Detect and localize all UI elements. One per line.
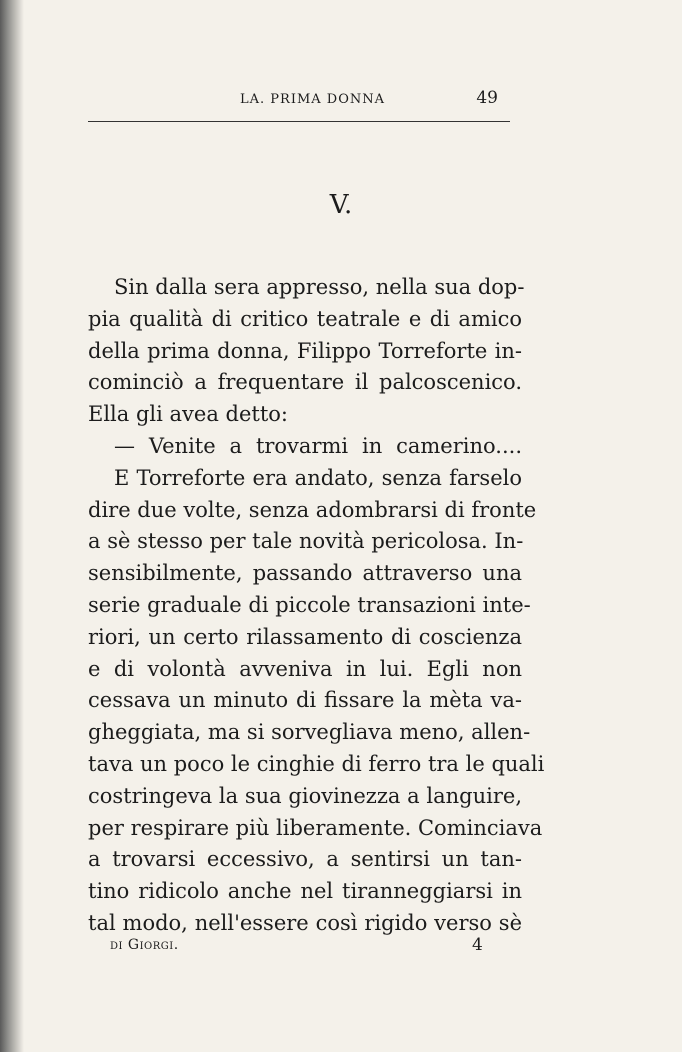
text-line: dire due volte, senza adombrarsi di fronte xyxy=(88,497,537,522)
text-line: costringeva la sua giovinezza a languire, xyxy=(88,783,522,808)
text-line: cominciò a frequentare il palcoscenico. xyxy=(88,370,522,395)
printer-signature: di Giorgi. xyxy=(110,937,179,953)
body-text xyxy=(88,272,545,940)
text-line: a trovarsi eccessivo, a sentirsi un tan- xyxy=(88,847,522,872)
text-line: della prima donna, Filippo Torreforte in- xyxy=(88,338,522,363)
text-line: gheggiata, ma si sorvegliava meno, allen- xyxy=(88,720,531,745)
signature-number: 4 xyxy=(472,935,483,955)
text-line: E Torreforte era andato, senza farselo xyxy=(114,465,522,490)
text-line: cessava un minuto di fissare la mèta va- xyxy=(88,688,522,713)
running-title: LA. PRIMA DONNA xyxy=(240,92,386,107)
text-line: serie graduale di piccole transazioni inte- xyxy=(88,592,531,617)
text-line: Ella gli avea detto: xyxy=(88,402,288,427)
text-line: tino ridicolo anche nel tiranneggiarsi in xyxy=(88,879,522,904)
page-number: 49 xyxy=(476,88,498,108)
header-rule xyxy=(88,121,510,122)
text-line: pia qualità di critico teatrale e di amico xyxy=(88,306,522,331)
text-line: sensibilmente, passando attraverso una xyxy=(88,561,522,586)
text-line: riori, un certo rilassamento di coscienza xyxy=(88,624,522,649)
text-line: e di volontà avveniva in lui. Egli non xyxy=(88,656,522,681)
text-line: per respirare più liberamente. Cominciava xyxy=(88,815,543,840)
running-header xyxy=(88,88,510,112)
text-line: a sè stesso per tale novità pericolosa. In- xyxy=(88,529,524,554)
text-line: — Venite a trovarmi in camerino.... xyxy=(114,433,522,458)
text-line: Sin dalla sera appresso, nella sua dop- xyxy=(114,275,525,299)
chapter-heading: V. xyxy=(329,190,353,220)
text-line: tava un poco le cinghie di ferro tra le quali xyxy=(88,751,545,776)
page-spine-shadow xyxy=(0,0,24,1052)
text-line: tal modo, nell'essere così rigido verso sè xyxy=(88,910,522,935)
